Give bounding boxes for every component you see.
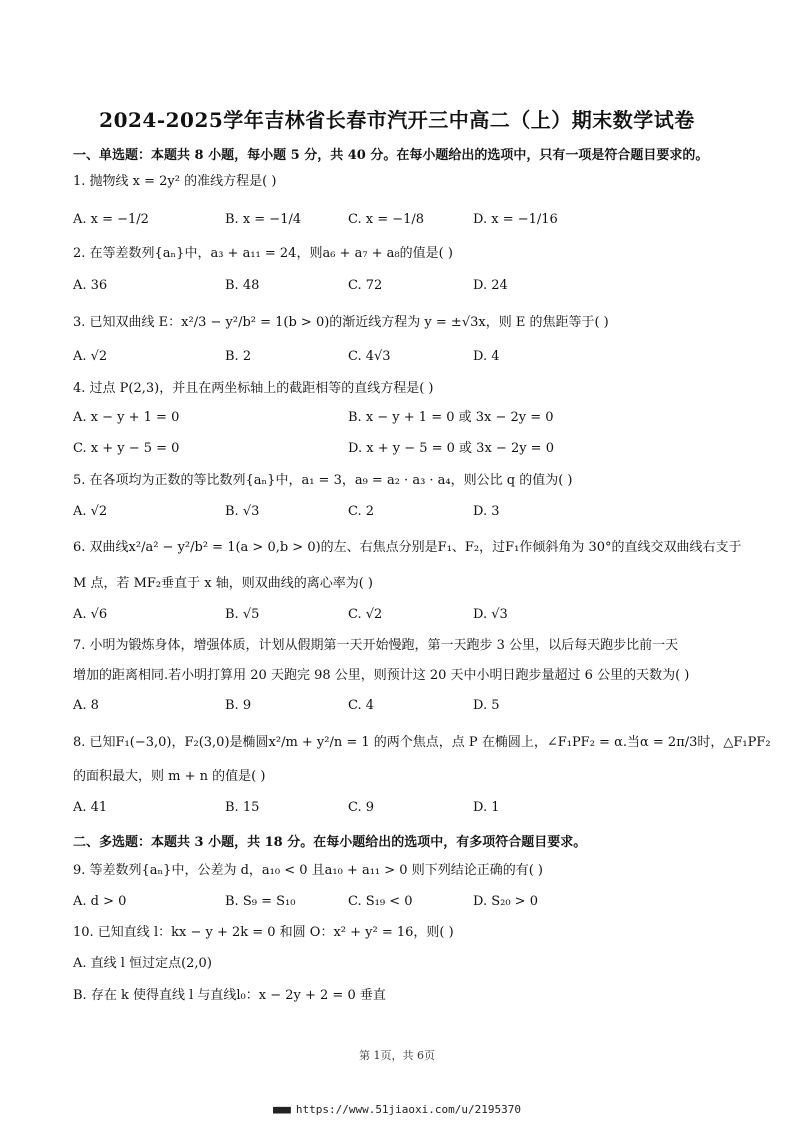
question-5-options (73, 503, 733, 523)
option-b: B. x = −1/4 (225, 212, 302, 227)
question-7-options (73, 697, 733, 717)
question-3-options (73, 348, 733, 368)
question-10-option-a: A. 直线 l 恒过定点(2,0) (73, 956, 212, 971)
question-10-option-b: B. 存在 k 使得直线 l 与直线l₀：x − 2y + 2 = 0 垂直 (73, 988, 386, 1003)
question-8-stem-line-2: 的面积最大，则 m + n 的值是( ) (73, 769, 266, 784)
question-10-stem: 10. 已知直线 l：kx − y + 2k = 0 和圆 O：x² + y² = 16，则( ) (73, 925, 454, 940)
option-a: A. x − y + 1 = 0 (73, 410, 180, 425)
option-c: C. 2 (348, 504, 375, 519)
option-a: A. d > 0 (73, 894, 127, 909)
option-c: C. √2 (348, 607, 383, 622)
option-b: B. x − y + 1 = 0 或 3x − 2y = 0 (348, 410, 554, 425)
option-b: B. √5 (225, 607, 260, 622)
option-a: A. √6 (73, 607, 108, 622)
option-b: B. 15 (225, 800, 260, 815)
option-d: D. x + y − 5 = 0 或 3x − 2y = 0 (348, 441, 554, 456)
option-a: A. √2 (73, 349, 108, 364)
option-c: C. 4 (348, 698, 375, 713)
option-d: D. 4 (473, 349, 500, 364)
question-6-options (73, 606, 733, 626)
question-9-options (73, 893, 733, 913)
option-c: C. 9 (348, 800, 375, 815)
option-c: C. S₁₉ < 0 (348, 894, 413, 909)
option-b: B. 2 (225, 349, 252, 364)
question-4-options-row-2 (73, 440, 733, 460)
option-b: B. S₉ = S₁₀ (225, 894, 296, 909)
option-d: D. 3 (473, 504, 500, 519)
option-d: D. x = −1/16 (473, 212, 558, 227)
question-6-stem: 6. 双曲线x²/a² − y²/b² = 1(a > 0,b > 0)的左、右焦点分别是F₁、F₂，过F₁作倾斜角为 30°的直线交双曲线右支于 (73, 540, 742, 555)
watermark-url: https://www.51jiaoxi.com/u/2195370 (295, 1103, 522, 1116)
question-5-stem: 5. 在各项均为正数的等比数列{aₙ}中，a₁ = 3，a₉ = a₂ · a₃ · a₄，则公比 q 的值为( ) (73, 473, 573, 488)
option-c: C. x = −1/8 (348, 212, 425, 227)
section-heading-multiple-choice: 二、多选题：本题共 3 小题，共 18 分。在每小题给出的选项中，有多项符合题目要求。 (73, 835, 587, 850)
option-a: A. x = −1/2 (73, 212, 149, 227)
option-d: D. √3 (473, 607, 508, 622)
option-d: D. 1 (473, 800, 500, 815)
question-4-stem: 4. 过点 P(2,3)，并且在两坐标轴上的截距相等的直线方程是( ) (73, 381, 434, 396)
question-2-options (73, 277, 733, 297)
option-d: D. 5 (473, 698, 500, 713)
option-a: A. 8 (73, 698, 99, 713)
question-2-stem: 2. 在等差数列{aₙ}中，a₃ + a₁₁ = 24，则a₆ + a₇ + a₈的值是( ) (73, 246, 453, 261)
question-9-stem: 9. 等差数列{aₙ}中，公差为 d，a₁₀ < 0 且a₁₀ + a₁₁ > 0 则下列结论正确的有( ) (73, 863, 543, 878)
option-b: B. √3 (225, 504, 260, 519)
question-8-options (73, 799, 733, 819)
question-3-stem: 3. 已知双曲线 E：x²/3 − y²/b² = 1(b > 0)的渐近线方程为 y = ±√3x，则 E 的焦距等于( ) (73, 315, 609, 330)
option-c: C. x + y − 5 = 0 (73, 441, 180, 456)
question-4-options-row-1 (73, 409, 733, 429)
question-1-options (73, 211, 733, 231)
option-b: B. 9 (225, 698, 252, 713)
option-c: C. 4√3 (348, 349, 391, 364)
option-b: B. 48 (225, 278, 260, 293)
option-a: A. 36 (73, 278, 108, 293)
question-1-stem: 1. 抛物线 x = 2y² 的准线方程是( ) (73, 174, 277, 189)
option-c: C. 72 (348, 278, 383, 293)
option-a: A. 41 (73, 800, 108, 815)
question-7-stem-line-2: 增加的距离相同.若小明打算用 20 天跑完 98 公里，则预计这 20 天中小明日跑步量超过 6 公里的天数为( ) (73, 668, 690, 683)
page-number: 第 1页，共 6页 (359, 1049, 435, 1062)
option-d: D. 24 (473, 278, 508, 293)
watermark-logo: ■■■ (272, 1103, 290, 1116)
watermark (0, 1103, 794, 1116)
section-heading-single-choice: 一、单选题：本题共 8 小题，每小题 5 分，共 40 分。在每小题给出的选项中，只有一项是符合题目要求的。 (73, 148, 709, 163)
question-8-stem: 8. 已知F₁(−3,0)，F₂(3,0)是椭圆x²/m + y²/n = 1 的两个焦点，点 P 在椭圆上，∠F₁PF₂ = α.当α = 2π/3时，△F₁PF₂ (73, 735, 771, 750)
option-d: D. S₂₀ > 0 (473, 894, 538, 909)
page-title: 2024-2025学年吉林省长春市汽开三中高二（上）期末数学试卷 (99, 108, 695, 132)
question-6-stem-line-2: M 点，若 MF₂垂直于 x 轴，则双曲线的离心率为( ) (73, 576, 373, 591)
question-7-stem: 7. 小明为锻炼身体，增强体质，计划从假期第一天开始慢跑，第一天跑步 3 公里，以后每天跑步比前一天 (73, 638, 679, 653)
option-a: A. √2 (73, 504, 108, 519)
